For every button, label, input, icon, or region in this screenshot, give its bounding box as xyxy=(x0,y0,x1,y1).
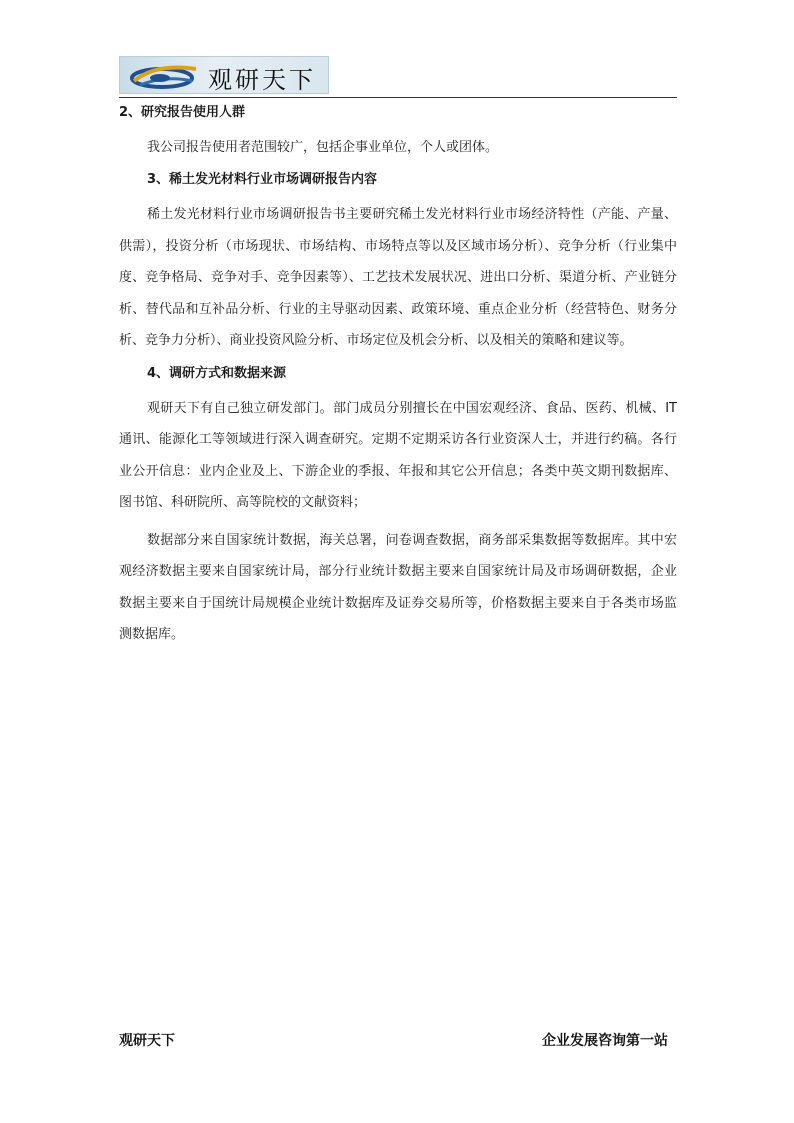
page-header xyxy=(119,56,677,98)
logo-text: 观研天下 xyxy=(208,66,316,94)
footer-slogan: 企业发展咨询第一站 xyxy=(542,1033,668,1049)
section-heading-4: 4、调研方式和数据来源 xyxy=(147,365,287,381)
section-2-paragraph: 我公司报告使用者范围较广，包括企事业单位，个人或团体。 xyxy=(147,140,499,155)
section-4-paragraph-1: 观研天下有自己独立研发部门。部门成员分别擅长在中国宏观经济、食品、医药、机械、IT通讯、能源化工等领域进行深入调查研究。定期不定期采访各行业资深人士，并进行约稿。各行业公开信息：业内企业及上、下游企业的季报、年报和其它公开信息；各类中英文期刊数据库、图书馆、科研院所、高等院校的文献资料； xyxy=(119,400,677,510)
header-divider xyxy=(119,97,677,98)
section-4-paragraph-2: 数据部分来自国家统计数据，海关总署，问卷调查数据，商务部采集数据等数据库。其中宏观经济数据主要来自国家统计局，部分行业统计数据主要来自国家统计局及市场调研数据，企业数据主要来自于国统计局规模企业统计数据库及证券交易所等，价格数据主要来自于各类市场监测数据库。 xyxy=(119,532,677,642)
section-3-paragraph: 稀土发光材料行业市场调研报告书主要研究稀土发光材料行业市场经济特性（产能、产量、供需），投资分析（市场现状、市场结构、市场特点等以及区域市场分析）、竞争分析（行业集中度、竞争格局、竞争对手、竞争因素等）、工艺技术发展状况、进出口分析、渠道分析、产业链分析、替代品和互补品分析、行业的主导驱动因素、政策环境、重点企业分析（经营特色、财务分析、竞争力分析）、商业投资风险分析、市场定位及机会分析、以及相关的策略和建议等。 xyxy=(119,207,677,348)
section-heading-3: 3、稀土发光材料行业市场调研报告内容 xyxy=(147,172,378,187)
section-heading-2: 2、研究报告使用人群 xyxy=(119,105,246,120)
company-logo xyxy=(119,56,329,94)
document-body xyxy=(119,102,677,657)
logo-swoosh-icon xyxy=(126,61,204,91)
footer-company-name: 观研天下 xyxy=(119,1033,175,1049)
